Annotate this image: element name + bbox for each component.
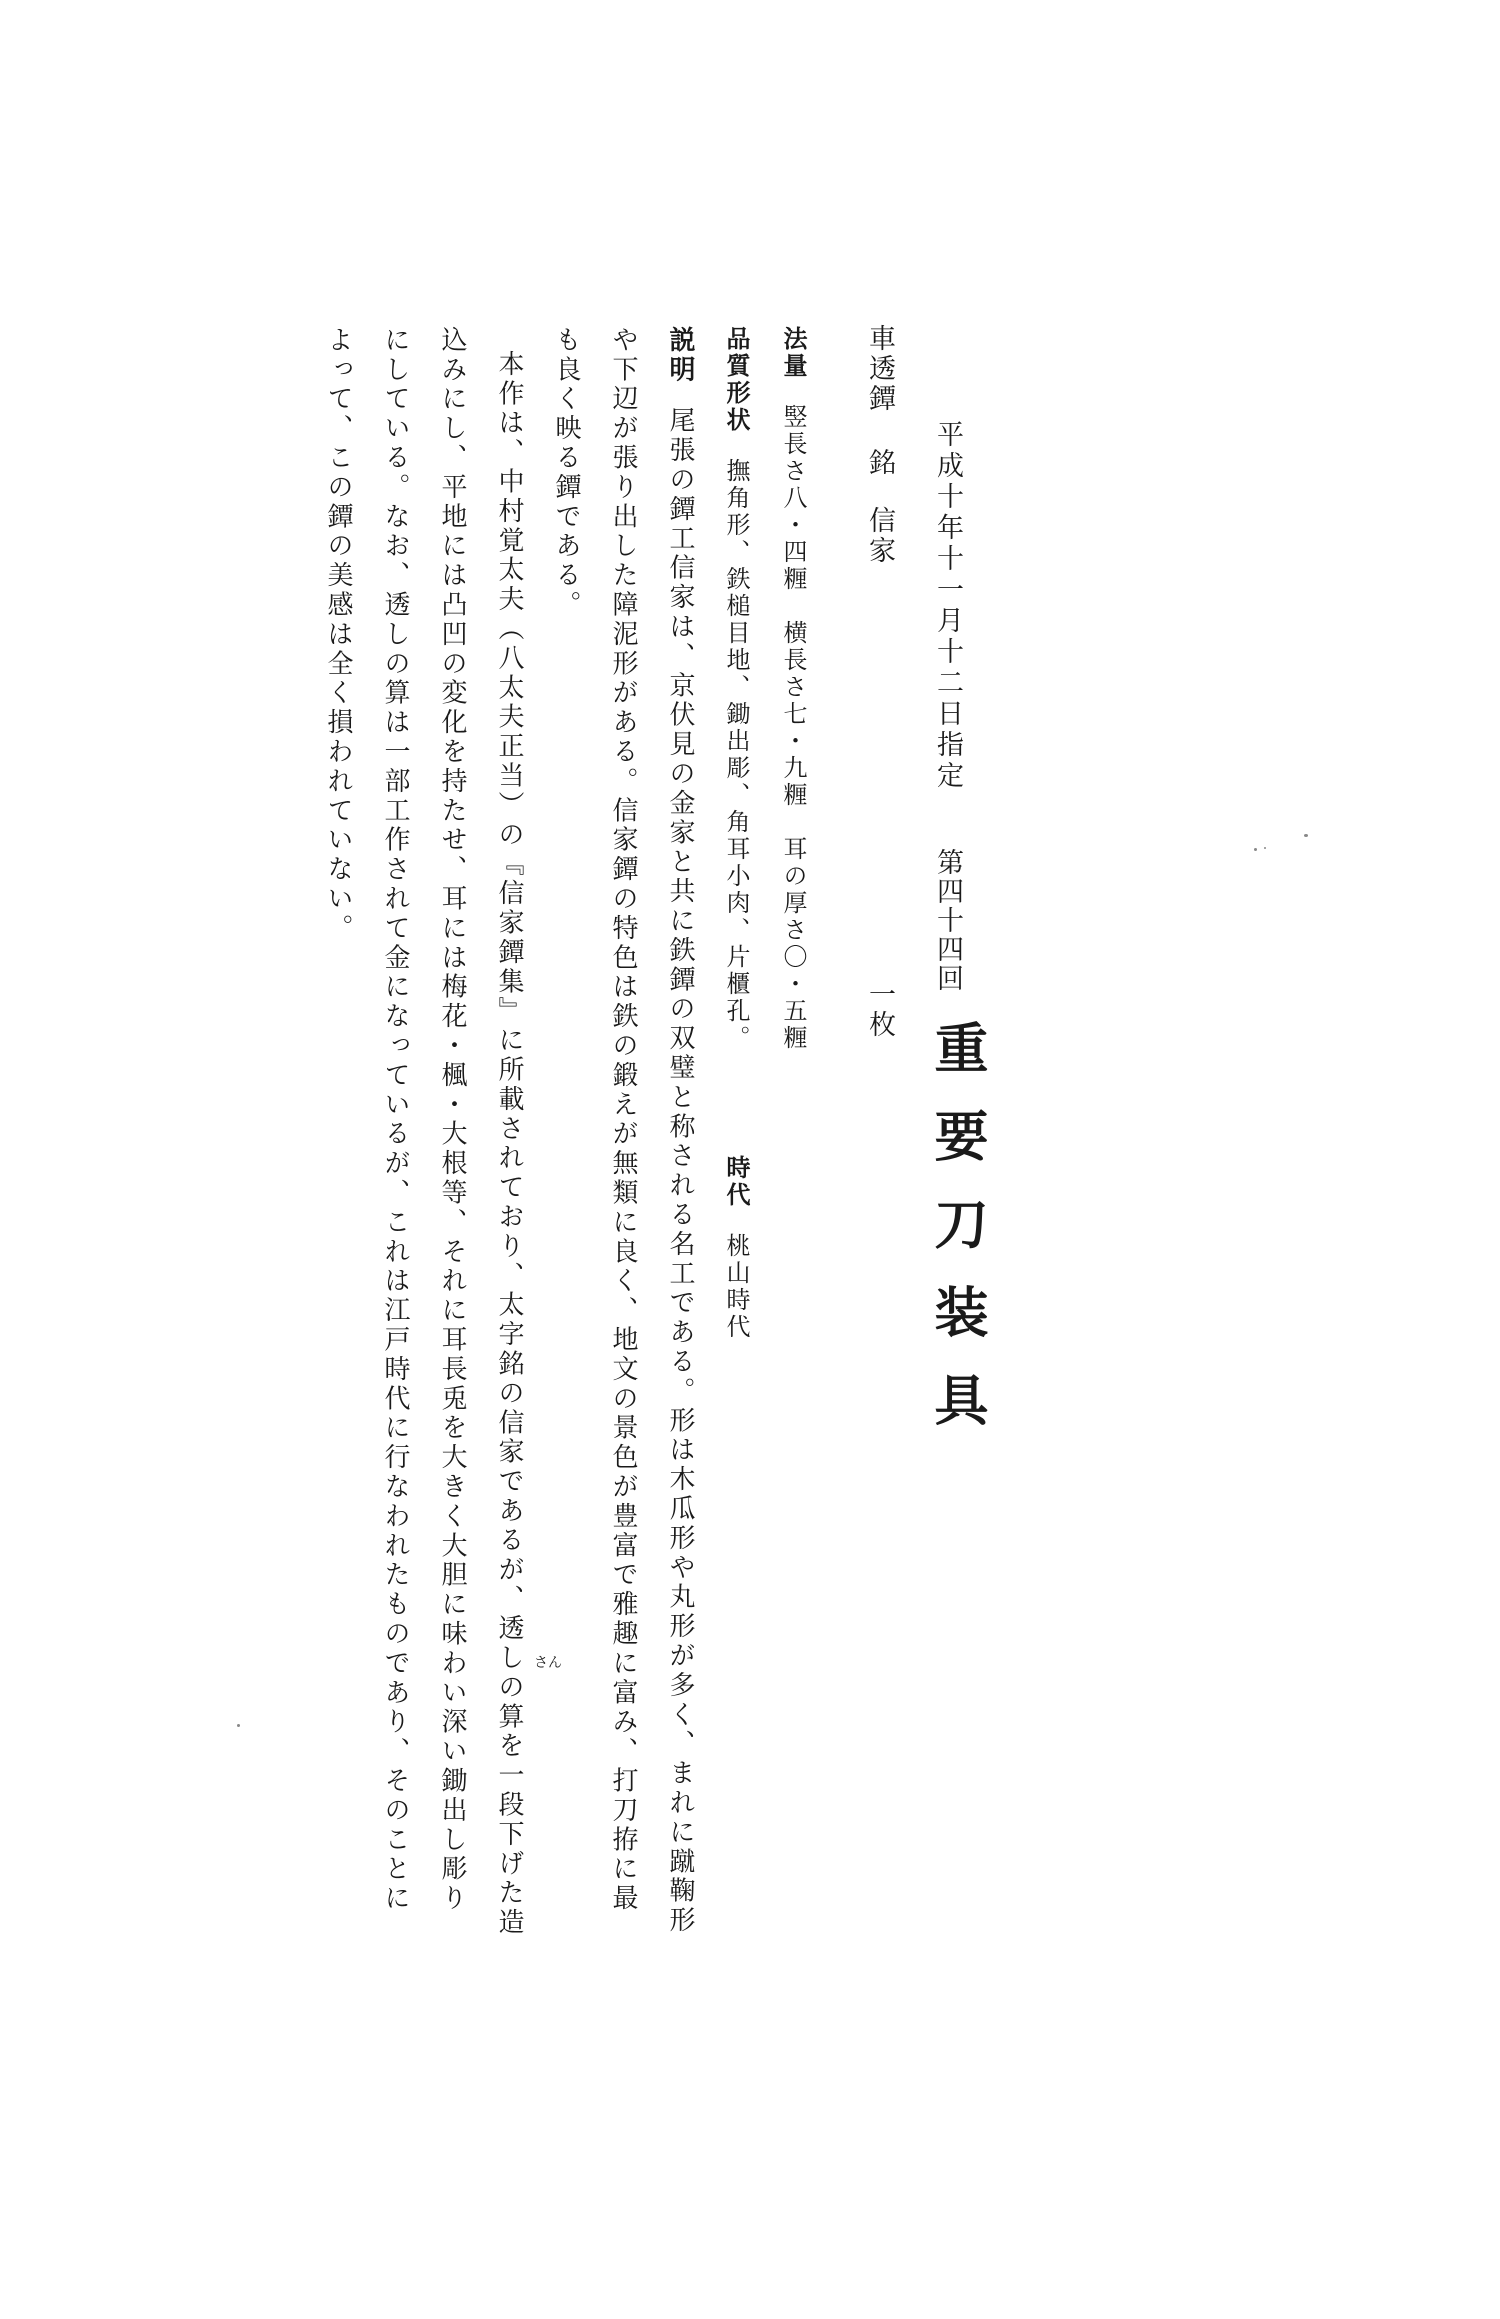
- item-name: 車透鐔: [864, 324, 895, 414]
- period-label: 時代: [722, 1155, 750, 1209]
- description-line: よって、この鐔の美感は全く損われていない。: [323, 326, 353, 944]
- scan-speck: [1304, 834, 1308, 837]
- quality-value: 撫角形、鉄槌目地、鋤出彫、角耳小肉、片櫃孔。: [722, 458, 750, 1052]
- ruby-annotation: さん: [534, 1655, 562, 1671]
- description-line: や下辺が張り出した障泥形がある。信家鐔の特色は鉄の鍛えが無類に良く、地文の景色が豊富で雅趣に富み、打刀拵に最: [608, 326, 638, 1914]
- session-number: 第四十四回: [932, 848, 963, 993]
- description-line: にしている。なお、透しの算は一部工作されて金になっているが、これは江戸時代に行なわれたものであり、そのことに: [380, 326, 410, 1914]
- quality-label: 品質形状: [722, 326, 750, 434]
- scan-speck: [237, 1724, 240, 1727]
- dimensions-value: 竪長さ八・四糎 横長さ七・九糎 耳の厚さ〇・五糎: [779, 404, 807, 1052]
- description-line: 本作は、中村覚太夫（八太夫正当）の『信家鐔集』に所載されており、太字銘の信家であるが、透しの算を一段下げた造: [494, 350, 524, 1938]
- item-name-line: [866, 324, 893, 566]
- dimensions-label: 法量: [779, 326, 807, 380]
- page-title: 重要刀装具: [926, 1020, 989, 1460]
- item-count: 一枚: [864, 980, 895, 1040]
- description-label: 説明: [665, 326, 695, 385]
- quality-line: [724, 326, 748, 1052]
- scan-speck: [1264, 847, 1266, 849]
- period-line: [724, 1155, 748, 1341]
- scan-speck: [1254, 848, 1257, 851]
- dimensions-line: [781, 326, 805, 1052]
- signature-label: 銘: [864, 448, 895, 478]
- description-text: 尾張の鐔工信家は、京伏見の金家と共に鉄鐔の双璧と称される名工である。形は木瓜形や丸形が多く、まれに蹴鞠形: [665, 406, 695, 1936]
- period-value: 桃山時代: [722, 1233, 750, 1341]
- description-line: も良く映る鐔である。: [551, 326, 581, 620]
- signature: 信家: [864, 506, 895, 566]
- designation-date: 平成十年十一月十二日指定: [932, 420, 963, 792]
- description-line: [667, 326, 693, 1936]
- description-line: 込みにし、平地には凸凹の変化を持たせ、耳には梅花・楓・大根等、それに耳長兎を大きく大胆に味わい深い鋤出し彫り: [437, 326, 467, 1914]
